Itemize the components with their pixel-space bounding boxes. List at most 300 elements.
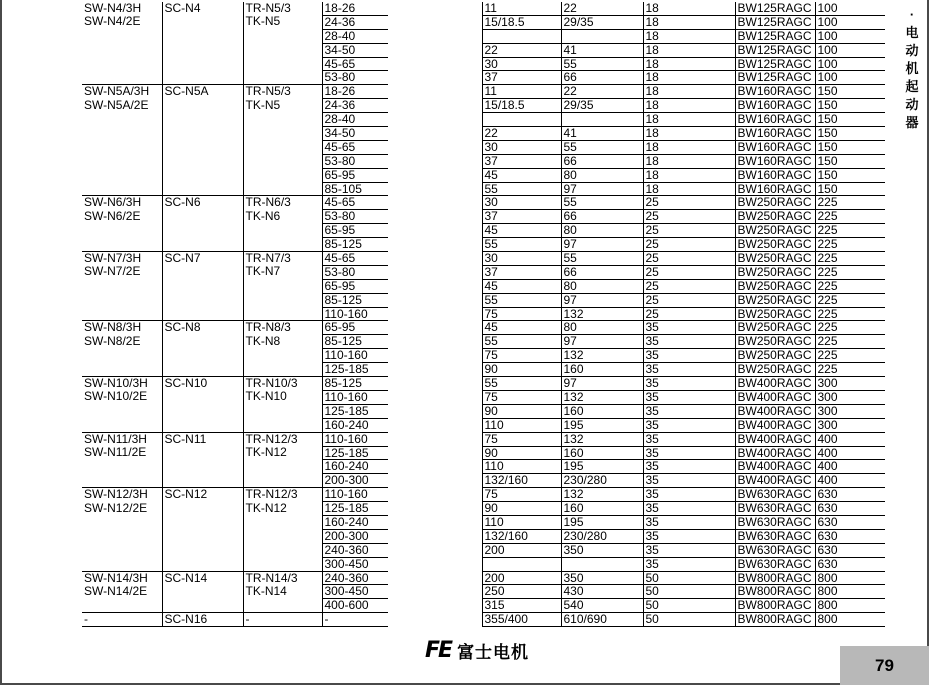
motor-current-cell — [561, 29, 643, 43]
motor-kw-cell: 55 — [482, 182, 561, 196]
table-row — [82, 557, 885, 571]
current-range-cell: 28-40 — [322, 29, 388, 43]
value-cell: 35 — [643, 363, 735, 377]
table-row — [82, 293, 885, 307]
table-row — [82, 252, 885, 266]
value-cell: 50 — [643, 585, 735, 599]
motor-kw-cell: 315 — [482, 599, 561, 613]
motor-kw-cell: 37 — [482, 71, 561, 85]
relay-model-cell: TR-N10/3 — [243, 377, 322, 391]
sidebar-char: 电 — [905, 25, 919, 40]
table-row — [82, 613, 885, 627]
motor-kw-cell: 90 — [482, 404, 561, 418]
sw-model-cell: SW-N8/2E — [84, 334, 141, 348]
table-row — [82, 127, 885, 141]
table-row — [82, 335, 885, 349]
rating-cell: 100 — [815, 43, 885, 57]
value-cell: 18 — [643, 2, 735, 15]
motor-kw-cell: 75 — [482, 390, 561, 404]
rating-cell: 300 — [815, 418, 885, 432]
motor-current-cell: 97 — [561, 335, 643, 349]
table-row — [82, 279, 885, 293]
motor-kw-cell: 22 — [482, 127, 561, 141]
contactor-model-cell — [162, 446, 243, 460]
relay-model-cell — [243, 557, 322, 571]
motor-kw-cell: 90 — [482, 363, 561, 377]
motor-current-cell: 430 — [561, 585, 643, 599]
current-range-cell: 18-26 — [322, 2, 388, 15]
contactor-model-cell — [162, 335, 243, 349]
contactor-model-cell — [162, 99, 243, 113]
column-gap — [388, 404, 482, 418]
motor-current-cell: 80 — [561, 279, 643, 293]
sidebar-char: 器 — [905, 115, 919, 130]
table-row — [82, 515, 885, 529]
table-row — [82, 529, 885, 543]
sw-model-cell — [82, 127, 162, 141]
contactor-model-cell — [162, 113, 243, 127]
motor-kw-cell: 37 — [482, 210, 561, 224]
contactor-model-cell: SC-N8 — [162, 321, 243, 335]
breaker-model-cell: BW250RAGC — [735, 224, 815, 238]
motor-kw-cell: 45 — [482, 224, 561, 238]
breaker-model-cell: BW400RAGC — [735, 390, 815, 404]
sw-model-cell: SW-N14/3H — [84, 571, 148, 585]
contactor-model-cell — [162, 515, 243, 529]
relay-model-cell: TK-N14 — [243, 585, 322, 599]
column-gap — [388, 349, 482, 363]
motor-current-cell: 97 — [561, 293, 643, 307]
relay-model-cell — [243, 474, 322, 488]
table-row — [82, 474, 885, 488]
current-range-cell: 45-65 — [322, 196, 388, 210]
value-cell: 25 — [643, 265, 735, 279]
page-number: 79 — [875, 655, 894, 675]
motor-current-cell: 195 — [561, 418, 643, 432]
relay-model-cell: TK-N12 — [243, 502, 322, 516]
motor-kw-cell: 355/400 — [482, 613, 561, 627]
value-cell: 35 — [643, 474, 735, 488]
sw-model-cell — [82, 238, 162, 252]
contactor-model-cell — [162, 404, 243, 418]
contactor-model-cell — [162, 15, 243, 29]
column-gap — [388, 585, 482, 599]
motor-current-cell: 80 — [561, 224, 643, 238]
relay-model-cell: TR-N7/3 — [243, 252, 322, 266]
column-gap — [388, 307, 482, 321]
rating-cell: 150 — [815, 99, 885, 113]
contactor-model-cell — [162, 29, 243, 43]
relay-model-cell: TK-N8 — [243, 335, 322, 349]
value-cell: 18 — [643, 182, 735, 196]
rating-cell: 150 — [815, 85, 885, 99]
value-cell: 18 — [643, 43, 735, 57]
motor-current-cell: 22 — [561, 85, 643, 99]
rating-cell: 225 — [815, 224, 885, 238]
value-cell: 25 — [643, 196, 735, 210]
relay-model-cell — [243, 307, 322, 321]
motor-kw-cell: 30 — [482, 252, 561, 266]
motor-kw-cell: 75 — [482, 307, 561, 321]
column-gap — [388, 529, 482, 543]
rating-cell: 630 — [815, 529, 885, 543]
breaker-model-cell: BW250RAGC — [735, 321, 815, 335]
motor-kw-cell: 30 — [482, 57, 561, 71]
sw-model-cell — [82, 515, 162, 529]
motor-current-cell — [561, 557, 643, 571]
breaker-model-cell: BW250RAGC — [735, 293, 815, 307]
breaker-model-cell: BW160RAGC — [735, 182, 815, 196]
current-range-cell: 160-240 — [322, 515, 388, 529]
table-row — [82, 238, 885, 252]
relay-model-cell — [243, 363, 322, 377]
relay-model-cell: - — [243, 613, 322, 627]
relay-model-cell: TR-N12/3 — [243, 488, 322, 502]
table-row — [82, 57, 885, 71]
rating-cell: 150 — [815, 140, 885, 154]
contactor-model-cell: SC-N11 — [162, 432, 243, 446]
motor-kw-cell: 45 — [482, 168, 561, 182]
motor-kw-cell: 110 — [482, 460, 561, 474]
motor-kw-cell: 15/18.5 — [482, 15, 561, 29]
relay-model-cell — [243, 543, 322, 557]
sw-model-cell — [82, 113, 162, 127]
column-gap — [388, 460, 482, 474]
contactor-model-cell: SC-N16 — [162, 613, 243, 627]
relay-model-cell: TR-N14/3 — [243, 571, 322, 585]
current-range-cell: 53-80 — [322, 265, 388, 279]
current-range-cell: 110-160 — [322, 432, 388, 446]
contactor-model-cell — [162, 43, 243, 57]
current-range-cell: 53-80 — [322, 154, 388, 168]
breaker-model-cell: BW250RAGC — [735, 196, 815, 210]
contactor-model-cell: SC-N14 — [162, 571, 243, 585]
motor-current-cell — [561, 113, 643, 127]
sw-model-cell: SW-N4/2E — [84, 15, 141, 29]
current-range-cell: 240-360 — [322, 571, 388, 585]
motor-kw-cell: 11 — [482, 2, 561, 15]
sw-model-cell: SW-N6/2E — [84, 209, 141, 223]
table-row — [82, 196, 885, 210]
column-gap — [388, 363, 482, 377]
relay-model-cell — [243, 224, 322, 238]
column-gap — [388, 29, 482, 43]
relay-model-cell: TR-N6/3 — [243, 196, 322, 210]
breaker-model-cell: BW400RAGC — [735, 446, 815, 460]
sw-model-cell: SW-N5A/3H — [84, 84, 150, 99]
table-row — [82, 2, 885, 15]
sw-model-cell: SW-N14/2E — [84, 584, 148, 598]
current-range-cell: 45-65 — [322, 140, 388, 154]
sw-model-cell — [82, 363, 162, 377]
breaker-model-cell: BW160RAGC — [735, 113, 815, 127]
motor-current-cell: 610/690 — [561, 613, 643, 627]
value-cell: 18 — [643, 113, 735, 127]
relay-model-cell — [243, 113, 322, 127]
table-row — [82, 15, 885, 29]
relay-model-cell — [243, 293, 322, 307]
rating-cell: 225 — [815, 238, 885, 252]
motor-current-cell: 132 — [561, 307, 643, 321]
table-row — [82, 599, 885, 613]
breaker-model-cell: BW125RAGC — [735, 71, 815, 85]
breaker-model-cell: BW250RAGC — [735, 307, 815, 321]
value-cell: 25 — [643, 293, 735, 307]
rating-cell: 150 — [815, 182, 885, 196]
current-range-cell: 24-36 — [322, 15, 388, 29]
current-range-cell: 85-125 — [322, 377, 388, 391]
motor-current-cell: 66 — [561, 210, 643, 224]
motor-kw-cell: 110 — [482, 418, 561, 432]
current-range-cell: 18-26 — [322, 85, 388, 99]
value-cell: 35 — [643, 418, 735, 432]
motor-current-cell: 29/35 — [561, 15, 643, 29]
rating-cell: 225 — [815, 293, 885, 307]
motor-current-cell: 230/280 — [561, 474, 643, 488]
motor-kw-cell: 30 — [482, 140, 561, 154]
motor-current-cell: 55 — [561, 57, 643, 71]
relay-model-cell — [243, 279, 322, 293]
motor-kw-cell: 11 — [482, 85, 561, 99]
motor-kw-cell: 200 — [482, 571, 561, 585]
value-cell: 35 — [643, 390, 735, 404]
relay-model-cell — [243, 182, 322, 196]
rating-cell: 630 — [815, 557, 885, 571]
breaker-model-cell: BW125RAGC — [735, 2, 815, 15]
motor-current-cell: 80 — [561, 168, 643, 182]
relay-model-cell — [243, 460, 322, 474]
table-row — [82, 502, 885, 516]
relay-model-cell — [243, 349, 322, 363]
sw-model-cell: SW-N4/3H — [84, 2, 142, 15]
table-row — [82, 446, 885, 460]
relay-model-cell — [243, 168, 322, 182]
table-row — [82, 488, 885, 502]
breaker-model-cell: BW800RAGC — [735, 585, 815, 599]
relay-model-cell: TR-N5/3 — [243, 85, 322, 99]
column-gap — [388, 127, 482, 141]
breaker-model-cell: BW250RAGC — [735, 279, 815, 293]
contactor-model-cell — [162, 307, 243, 321]
motor-kw-cell — [482, 29, 561, 43]
current-range-cell: 45-65 — [322, 57, 388, 71]
motor-current-cell: 55 — [561, 140, 643, 154]
column-gap — [388, 140, 482, 154]
rating-cell: 300 — [815, 404, 885, 418]
value-cell: 18 — [643, 154, 735, 168]
sw-model-cell — [82, 29, 162, 43]
value-cell: 18 — [643, 71, 735, 85]
contactor-model-cell — [162, 57, 243, 71]
value-cell: 35 — [643, 557, 735, 571]
rating-cell: 150 — [815, 154, 885, 168]
motor-kw-cell: 110 — [482, 515, 561, 529]
column-gap — [388, 557, 482, 571]
sidebar-category-label — [902, 6, 922, 132]
value-cell: 18 — [643, 15, 735, 29]
column-gap — [388, 196, 482, 210]
motor-kw-cell: 55 — [482, 335, 561, 349]
current-range-cell: 24-36 — [322, 99, 388, 113]
relay-model-cell: TK-N6 — [243, 210, 322, 224]
value-cell: 35 — [643, 432, 735, 446]
table-row — [82, 404, 885, 418]
breaker-model-cell: BW630RAGC — [735, 515, 815, 529]
motor-current-cell: 97 — [561, 377, 643, 391]
relay-model-cell — [243, 127, 322, 141]
table-row — [82, 571, 885, 585]
breaker-model-cell: BW630RAGC — [735, 488, 815, 502]
column-gap — [388, 543, 482, 557]
motor-kw-cell: 250 — [482, 585, 561, 599]
current-range-cell: 53-80 — [322, 71, 388, 85]
contactor-model-cell — [162, 279, 243, 293]
breaker-model-cell: BW630RAGC — [735, 502, 815, 516]
contactor-model-cell — [162, 502, 243, 516]
spec-table — [82, 2, 885, 627]
column-gap — [388, 335, 482, 349]
sw-model-cell — [82, 57, 162, 71]
motor-current-cell: 160 — [561, 363, 643, 377]
motor-current-cell: 29/35 — [561, 99, 643, 113]
column-gap — [388, 279, 482, 293]
breaker-model-cell: BW160RAGC — [735, 154, 815, 168]
column-gap — [388, 224, 482, 238]
motor-current-cell: 80 — [561, 321, 643, 335]
contactor-model-cell — [162, 71, 243, 85]
sidebar-char: · — [909, 7, 915, 22]
contactor-model-cell: SC-N7 — [162, 252, 243, 266]
contactor-model-cell: SC-N6 — [162, 196, 243, 210]
motor-current-cell: 160 — [561, 502, 643, 516]
motor-kw-cell: 30 — [482, 196, 561, 210]
table-row — [82, 460, 885, 474]
column-gap — [388, 168, 482, 182]
motor-kw-cell: 75 — [482, 432, 561, 446]
table-row — [82, 113, 885, 127]
current-range-cell: 53-80 — [322, 210, 388, 224]
column-gap — [388, 446, 482, 460]
value-cell: 50 — [643, 571, 735, 585]
current-range-cell: 45-65 — [322, 252, 388, 266]
current-range-cell: 110-160 — [322, 349, 388, 363]
motor-current-cell: 97 — [561, 238, 643, 252]
column-gap — [388, 321, 482, 335]
breaker-model-cell: BW630RAGC — [735, 529, 815, 543]
current-range-cell: 160-240 — [322, 418, 388, 432]
value-cell: 35 — [643, 349, 735, 363]
table-row — [82, 168, 885, 182]
rating-cell: 225 — [815, 335, 885, 349]
contactor-model-cell — [162, 557, 243, 571]
fuji-electric-logo — [425, 638, 529, 662]
sw-model-cell: SW-N11/2E — [84, 446, 147, 459]
sw-model-cell — [82, 404, 162, 418]
contactor-model-cell — [162, 224, 243, 238]
relay-model-cell: TK-N7 — [243, 265, 322, 279]
rating-cell: 225 — [815, 321, 885, 335]
current-range-cell: 300-450 — [322, 557, 388, 571]
contactor-model-cell — [162, 168, 243, 182]
relay-model-cell — [243, 57, 322, 71]
table-row — [82, 71, 885, 85]
table-row — [82, 321, 885, 335]
current-range-cell: 28-40 — [322, 113, 388, 127]
motor-kw-cell: 90 — [482, 446, 561, 460]
rating-cell: 100 — [815, 57, 885, 71]
column-gap — [388, 571, 482, 585]
motor-current-cell: 350 — [561, 543, 643, 557]
current-range-cell: 65-95 — [322, 168, 388, 182]
relay-model-cell: TR-N5/3 — [243, 2, 322, 15]
relay-model-cell — [243, 29, 322, 43]
motor-current-cell: 66 — [561, 265, 643, 279]
rating-cell: 400 — [815, 432, 885, 446]
table-row — [82, 182, 885, 196]
motor-current-cell: 97 — [561, 182, 643, 196]
value-cell: 35 — [643, 515, 735, 529]
breaker-model-cell: BW800RAGC — [735, 613, 815, 627]
current-range-cell: 125-185 — [322, 502, 388, 516]
rating-cell: 225 — [815, 363, 885, 377]
motor-kw-cell: 45 — [482, 279, 561, 293]
table-row — [82, 265, 885, 279]
sw-model-cell: SW-N8/3H — [84, 320, 142, 335]
rating-cell: 100 — [815, 29, 885, 43]
breaker-model-cell: BW800RAGC — [735, 571, 815, 585]
current-range-cell: 240-360 — [322, 543, 388, 557]
breaker-model-cell: BW250RAGC — [735, 363, 815, 377]
sw-model-cell — [82, 529, 162, 543]
rating-cell: 225 — [815, 196, 885, 210]
rating-cell: 100 — [815, 15, 885, 29]
breaker-model-cell: BW160RAGC — [735, 127, 815, 141]
current-range-cell: 110-160 — [322, 488, 388, 502]
value-cell: 35 — [643, 529, 735, 543]
table-row — [82, 390, 885, 404]
motor-current-cell: 55 — [561, 252, 643, 266]
breaker-model-cell: BW160RAGC — [735, 99, 815, 113]
motor-kw-cell: 37 — [482, 265, 561, 279]
table-row — [82, 140, 885, 154]
rating-cell: 225 — [815, 349, 885, 363]
relay-model-cell — [243, 43, 322, 57]
column-gap — [388, 2, 482, 15]
motor-current-cell: 41 — [561, 127, 643, 141]
motor-current-cell: 55 — [561, 196, 643, 210]
contactor-model-cell: SC-N12 — [162, 488, 243, 502]
motor-current-cell: 350 — [561, 571, 643, 585]
current-range-cell: 85-125 — [322, 238, 388, 252]
value-cell: 35 — [643, 502, 735, 516]
relay-model-cell — [243, 140, 322, 154]
rating-cell: 150 — [815, 127, 885, 141]
current-range-cell: 85-125 — [322, 335, 388, 349]
rating-cell: 630 — [815, 515, 885, 529]
table-row — [82, 154, 885, 168]
column-gap — [388, 182, 482, 196]
motor-kw-cell: 37 — [482, 154, 561, 168]
sw-model-cell: SW-N7/2E — [84, 265, 141, 279]
table-row — [82, 210, 885, 224]
sw-model-cell — [82, 140, 162, 154]
contactor-model-cell — [162, 543, 243, 557]
value-cell: 25 — [643, 252, 735, 266]
value-cell: 35 — [643, 321, 735, 335]
motor-kw-cell: 200 — [482, 543, 561, 557]
sw-model-cell: SW-N12/2E — [84, 501, 148, 515]
breaker-model-cell: BW160RAGC — [735, 85, 815, 99]
